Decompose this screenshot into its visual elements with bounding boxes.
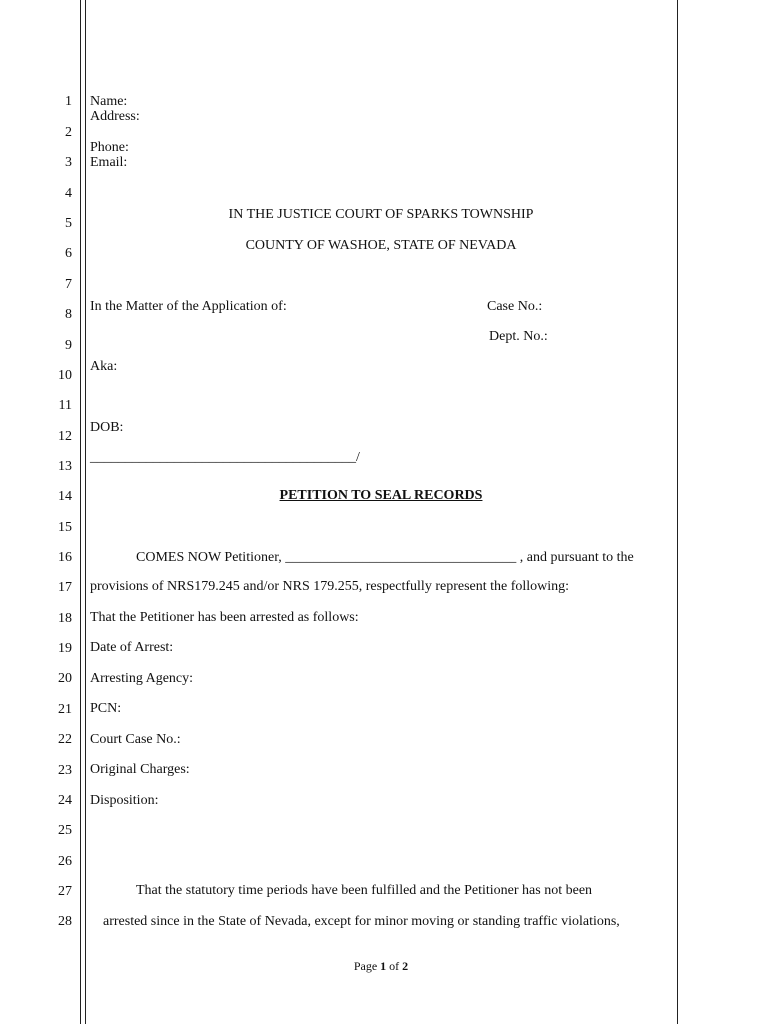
phone-label: Phone:	[90, 140, 129, 155]
line-number: 26	[58, 854, 72, 869]
court-case-no-label: Court Case No.:	[90, 732, 181, 747]
line-number: 21	[58, 702, 72, 717]
line-number: 8	[65, 307, 72, 322]
page-total: 2	[402, 959, 409, 973]
line-number: 7	[65, 277, 72, 292]
left-margin-rule-outer	[80, 0, 81, 1024]
line-number: 3	[65, 155, 72, 170]
disposition-label: Disposition:	[90, 793, 159, 808]
line-number: 28	[58, 914, 72, 929]
of-word: of	[389, 959, 400, 973]
line-number: 14	[58, 489, 72, 504]
court-name-line: IN THE JUSTICE COURT OF SPARKS TOWNSHIP	[228, 207, 534, 222]
line-number: 9	[65, 338, 72, 353]
line-number: 20	[58, 671, 72, 686]
line-number: 10	[58, 368, 72, 383]
line-number: 17	[58, 580, 72, 595]
line-number: 13	[58, 459, 72, 474]
pcn-label: PCN:	[90, 701, 122, 716]
email-label: Email:	[90, 155, 128, 170]
line-number: 25	[58, 823, 72, 838]
line-number: 19	[58, 641, 72, 656]
line-number: 16	[58, 550, 72, 565]
line-number: 18	[58, 611, 72, 626]
line-number: 12	[58, 429, 72, 444]
line-number: 27	[58, 884, 72, 899]
right-margin-rule	[677, 0, 678, 1024]
line-number: 6	[65, 246, 72, 261]
line-number: 23	[58, 763, 72, 778]
line-number: 1	[65, 94, 72, 109]
dob-label: DOB:	[90, 420, 124, 435]
comes-now-line: COMES NOW Petitioner, _________________________________ , and pursuant to the	[136, 550, 634, 565]
line-number: 5	[65, 216, 72, 231]
county-state-line: COUNTY OF WASHOE, STATE OF NEVADA	[245, 238, 517, 253]
page-footer	[90, 958, 672, 974]
case-no-label: Case No.:	[487, 299, 543, 314]
arresting-agency-label: Arresting Agency:	[90, 671, 194, 686]
name-label: Name:	[90, 94, 128, 109]
line-number: 22	[58, 732, 72, 747]
caption-separator: ______________________________________/	[90, 450, 360, 465]
line-number: 15	[58, 520, 72, 535]
line-number: 24	[58, 793, 72, 808]
arrested-intro: That the Petitioner has been arrested as follows:	[90, 610, 359, 625]
arrested-since-line: arrested since in the State of Nevada, except for minor moving or standing traffic violations,	[103, 914, 620, 929]
dept-no-label: Dept. No.:	[489, 329, 548, 344]
statutory-periods-line: That the statutory time periods have been fulfilled and the Petitioner has not been	[136, 883, 593, 898]
original-charges-label: Original Charges:	[90, 762, 190, 777]
line-number: 2	[65, 125, 72, 140]
line-number: 4	[65, 186, 72, 201]
line-number: 11	[58, 398, 72, 413]
document-title: PETITION TO SEAL RECORDS	[279, 488, 483, 503]
date-of-arrest-label: Date of Arrest:	[90, 640, 174, 655]
aka-label: Aka:	[90, 359, 118, 374]
page-current: 1	[380, 959, 387, 973]
address-label: Address:	[90, 109, 140, 124]
matter-of-label: In the Matter of the Application of:	[90, 299, 287, 314]
left-margin-rule-inner	[85, 0, 86, 1024]
page-word: Page	[353, 959, 378, 973]
provisions-line: provisions of NRS179.245 and/or NRS 179.255, respectfully represent the following:	[90, 579, 570, 594]
